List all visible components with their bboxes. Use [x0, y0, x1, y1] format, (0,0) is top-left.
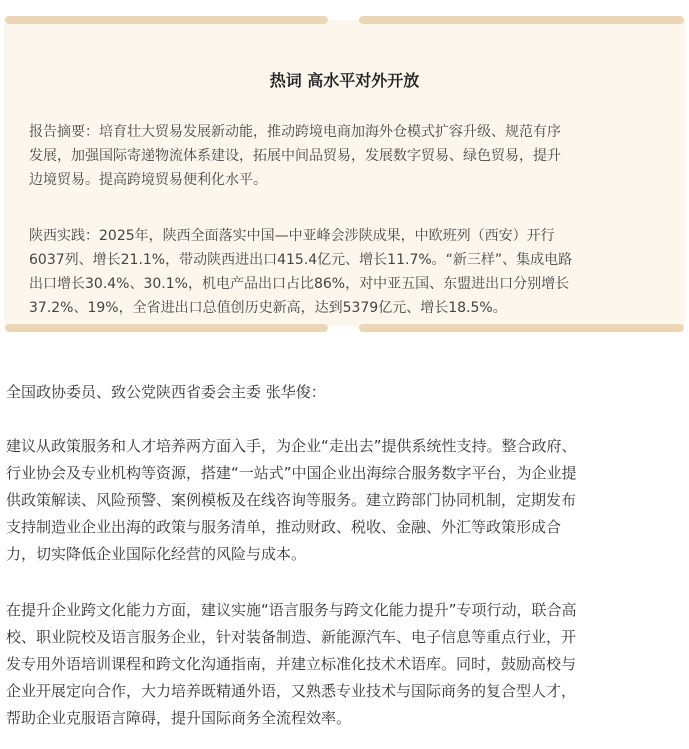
report-summary-line: 边境贸易。提高跨境贸易便利化水平。 [29, 172, 267, 188]
paragraph-line: 行业协会及专业机构等资源，搭建“一站式”中国企业出海综合服务数字平台，为企业提 [6, 464, 577, 482]
hotword-card [4, 20, 685, 326]
report-summary-line: 发展，加强国际寄递物流体系建设，拓展中间品贸易，发展数字贸易、绿色贸易，提升 [29, 148, 561, 164]
paragraph-line: 发专用外语培训课程和跨文化沟通指南，并建立标准化技术术语库。同时，鼓励高校与 [6, 655, 577, 673]
paragraph-line: 力，切实降低企业国际化经营的风险与成本。 [6, 545, 307, 563]
report-summary [29, 120, 669, 192]
shaanxi-practice-line: 6037列、增长21.1%，带动陕西进出口415.4亿元、增长11.7%。“新三样”、集成电路 [29, 252, 573, 268]
report-summary-line: 报告摘要：培育壮大贸易发展新动能，推动跨境电商加海外仓模式扩容升级、规范有序 [29, 124, 561, 140]
card-top-divider-left [5, 16, 328, 24]
author-line: 全国政协委员、致公党陕西省委会主委 张华俊： [6, 383, 326, 401]
paragraph-line: 校、职业院校及语言服务企业，针对装备制造、新能源汽车、电子信息等重点行业，开 [6, 628, 577, 646]
article-paragraph-2 [6, 597, 684, 732]
card-bottom-divider-right [359, 324, 684, 332]
shaanxi-practice-line: 出口增长30.4%、30.1%，机电产品出口占比86%，对中亚五国、东盟进出口分别增长 [29, 276, 570, 292]
card-bottom-divider-left [5, 324, 328, 332]
paragraph-line: 建议从政策服务和人才培养两方面入手，为企业“走出去”提供系统性支持。整合政府、 [6, 437, 577, 455]
paragraph-line: 企业开展定向合作，大力培养既精通外语，又熟悉专业技术与国际商务的复合型人才， [6, 682, 577, 700]
paragraph-line: 帮助企业克服语言障碍，提升国际商务全流程效率。 [6, 709, 352, 727]
card-top-divider-right [359, 16, 684, 24]
paragraph-line: 供政策解读、风险预警、案例模板及在线咨询等服务。建立跨部门协同机制，定期发布 [6, 491, 577, 509]
shaanxi-practice-line: 陕西实践：2025年，陕西全面落实中国—中亚峰会涉陕成果，中欧班列（西安）开行 [29, 228, 555, 244]
shaanxi-practice [29, 224, 669, 320]
shaanxi-practice-line: 37.2%、19%，全省进出口总值创历史新高，达到5379亿元、增长18.5%。 [29, 300, 507, 316]
hotword-card-section [0, 0, 689, 340]
card-title: 热词 高水平对外开放 [269, 71, 420, 90]
article-paragraph-1 [6, 433, 684, 568]
paragraph-line: 在提升企业跨文化能力方面，建议实施“语言服务与跨文化能力提升”专项行动，联合高 [6, 601, 577, 619]
paragraph-line: 支持制造业企业出海的政策与服务清单，推动财政、税收、金融、外汇等政策形成合 [6, 518, 562, 536]
